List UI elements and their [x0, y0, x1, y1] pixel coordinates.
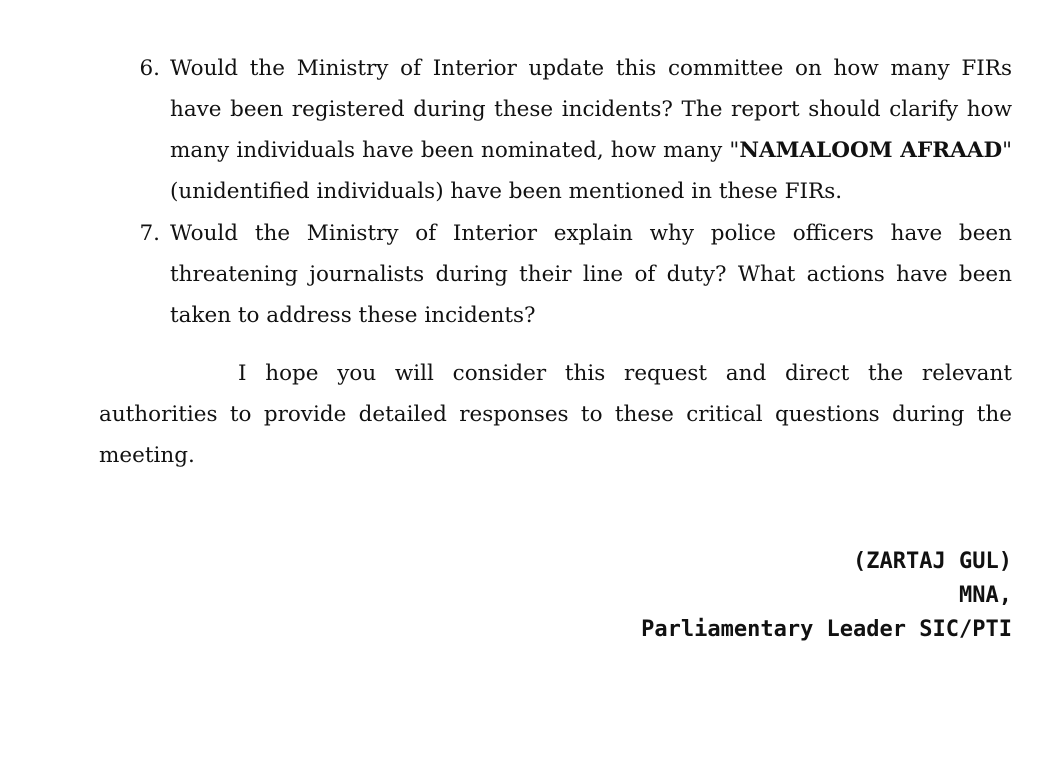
signature-role: Parliamentary Leader SIC/PTI: [641, 617, 1012, 642]
item-text-part: Would the Ministry of Interior update this committee on how many FIRs have been registered during these incidents? The report should clarify how many individuals have been nominated, how many ": [170, 56, 1012, 163]
item-number: 7.: [139, 221, 160, 246]
question-item-6: [130, 48, 1012, 212]
item-text-part: " (unidentified individuals) have been mentioned in these FIRs.: [170, 138, 1012, 204]
item-number: 6.: [139, 56, 160, 81]
item-text: [170, 48, 1012, 212]
item-text-part: Would the Ministry of Interior explain why police officers have been threatening journalists during their line of duty? What actions have been taken to address these incidents?: [170, 221, 1012, 328]
closing-paragraph: I hope you will consider this request and direct the relevant authorities to provide detailed responses to these critical questions during the meeting.: [99, 361, 1012, 468]
bold-term: NAMALOOM AFRAAD: [739, 138, 1003, 163]
item-text: [170, 213, 1012, 336]
signature-name: (ZARTAJ GUL): [853, 549, 1012, 574]
question-item-7: [130, 213, 1012, 336]
signature-title: MNA,: [959, 583, 1012, 608]
